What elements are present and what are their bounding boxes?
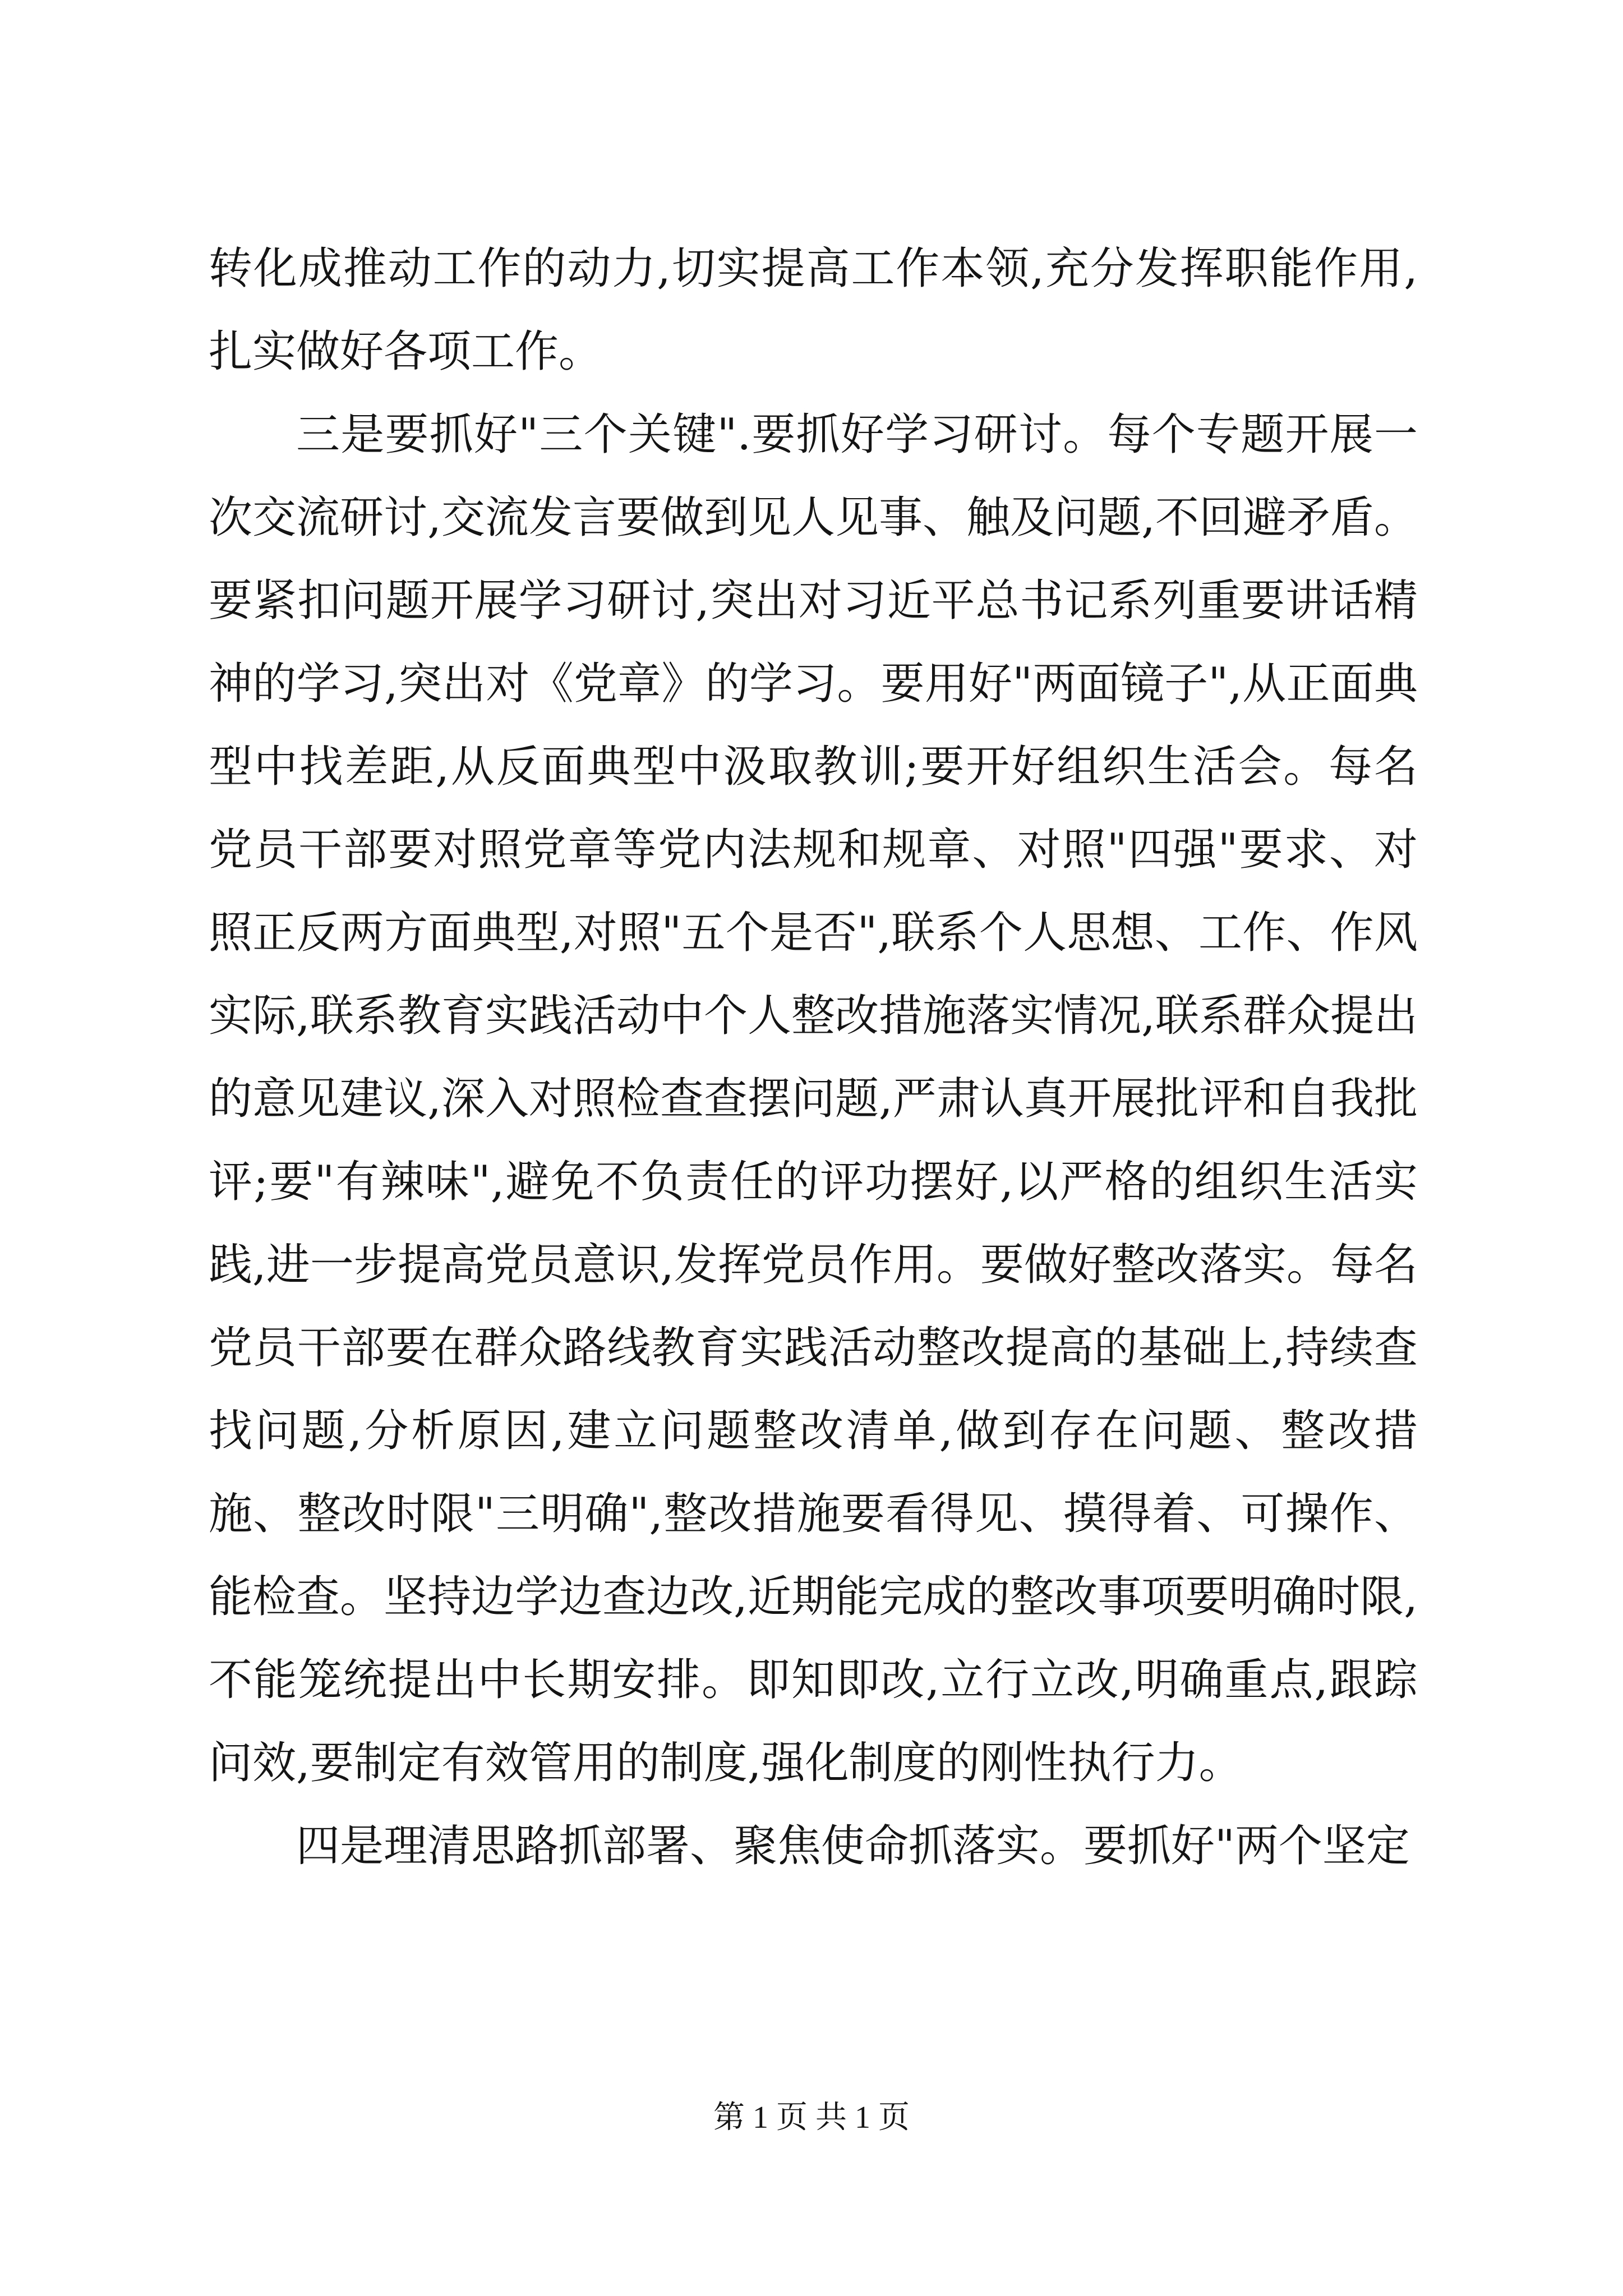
page-number-footer: 第 1 页 共 1 页 bbox=[713, 2100, 910, 2135]
paragraph-3: 四是理清思路抓部署、聚焦使命抓落实。要抓好"两个坚定 bbox=[296, 1821, 1410, 1871]
paragraph-2: 三是要抓好"三个关键".要抓好学习研讨。每个专题开展一次交流研讨,交流发言要做到见人见事、触及问题,不回避矛盾。要紧扣问题开展学习研讨,突出对习近平总书记系列重要讲话精神的学习,突出对《党章》的学习。要用好"两面镜子",从正面典型中找差距,从反面典型中汲取教训;要开好组织生活会。每名党员干部要对照党章等党内法规和规章、对照"四强"要求、对照正反两方面典型,对照"五个是否",联系个人思想、工作、作风实际,联系教育实践活动中个人整改措施落实情况,联系群众提出的意见建议,深入对照检查查摆问题,严肃认真开展批评和自我批评;要"有辣味",避免不负责任的评功摆好,以严格的组织生活实践,进一步提高党员意识,发挥党员作用。要做好整改落实。每名党员干部要在群众路线教育实践活动整改提高的基础上,持续查找问题,分析原因,建立问题整改清单,做到存在问题、整改措施、整改时限"三明确",整改措施要看得见、摸得着、可操作、能检查。坚持边学边查边改,近期能完成的整改事项要明确时限,不能笼统提出中长期安排。即知即改,立行立改,明确重点,跟踪问效,要制定有效管用的制度,强化制度的刚性执行力。 bbox=[209, 409, 1418, 1788]
document-body bbox=[209, 227, 1418, 1888]
paragraph-1: 转化成推动工作的动力,切实提高工作本领,充分发挥职能作用,扎实做好各项工作。 bbox=[209, 243, 1418, 377]
